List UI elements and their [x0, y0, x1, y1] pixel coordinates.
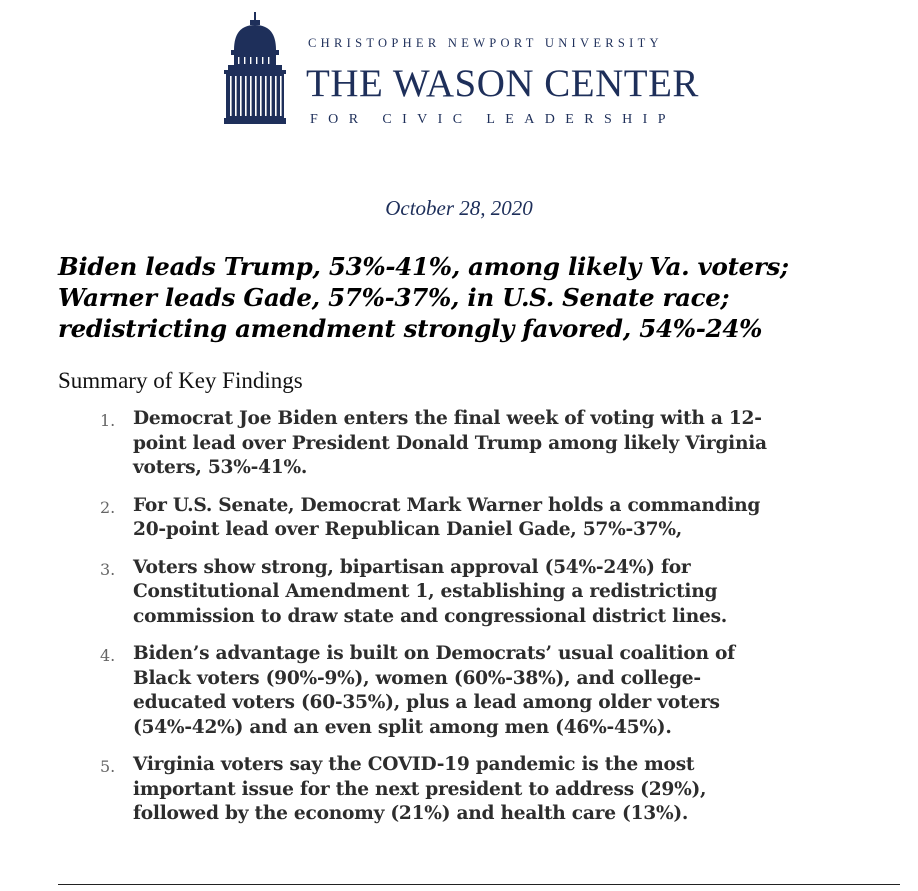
finding-text-line: Constitutional Amendment 1, establishing a redistricting [133, 581, 718, 602]
headline [58, 251, 898, 344]
finding-item [100, 407, 900, 481]
finding-text-line: educated voters (60-35%), plus a lead among older voters [133, 692, 720, 713]
finding-text-line: Black voters (90%-9%), women (60%-38%), and college- [133, 667, 701, 689]
finding-number: 2. [100, 497, 116, 517]
finding-text-line: commission to draw state and congressional district lines. [133, 605, 728, 627]
logo-university-name: CHRISTOPHER NEWPORT UNIVERSITY [308, 36, 663, 50]
finding-text-line: voters, 53%-41%. [133, 457, 308, 478]
finding-text-line: Democrat Joe Biden enters the final week of voting with a 12- [133, 408, 762, 429]
finding-item [100, 494, 900, 543]
headline-line: redistricting amendment strongly favored, 54%-24% [58, 314, 763, 343]
finding-text-line: For U.S. Senate, Democrat Mark Warner holds a commanding [133, 494, 761, 516]
wason-center-logo [224, 12, 724, 130]
headline-line: Biden leads Trump, 53%-41%, among likely Va. voters; [58, 252, 789, 281]
finding-text-line: Voters show strong, bipartisan approval (54%-24%) for [133, 556, 691, 578]
finding-text-line: Virginia voters say the COVID-19 pandemic is the most [133, 754, 695, 775]
finding-item [100, 753, 900, 827]
finding-item [100, 642, 900, 740]
finding-text-line: (54%-42%) and an even split among men (46%-45%). [133, 716, 672, 738]
finding-item [100, 556, 900, 630]
capitol-dome-icon [224, 12, 286, 124]
finding-number: 5. [100, 757, 116, 776]
key-findings-list [100, 407, 900, 827]
finding-number: 3. [100, 559, 116, 579]
finding-number: 1. [100, 411, 116, 430]
headline-line: Warner leads Gade, 57%-37%, in U.S. Senate race; [58, 283, 730, 312]
finding-text-line: 20-point lead over Republican Daniel Gade, 57%-37%, [133, 519, 683, 540]
logo-subtitle: FOR CIVIC LEADERSHIP [310, 112, 676, 127]
report-date: October 28, 2020 [385, 196, 533, 220]
bottom-divider [58, 884, 900, 885]
logo-center-name: THE WASON CENTER [306, 62, 699, 105]
finding-text-line: important issue for the next president to address (29%), [133, 778, 707, 800]
finding-number: 4. [100, 646, 116, 665]
summary-title: Summary of Key Findings [58, 368, 303, 393]
finding-text-line: point lead over President Donald Trump among likely Virginia [133, 432, 767, 454]
finding-text-line: followed by the economy (21%) and health care (13%). [133, 803, 689, 824]
finding-text-line: Biden’s advantage is built on Democrats’ usual coalition of [133, 643, 735, 664]
